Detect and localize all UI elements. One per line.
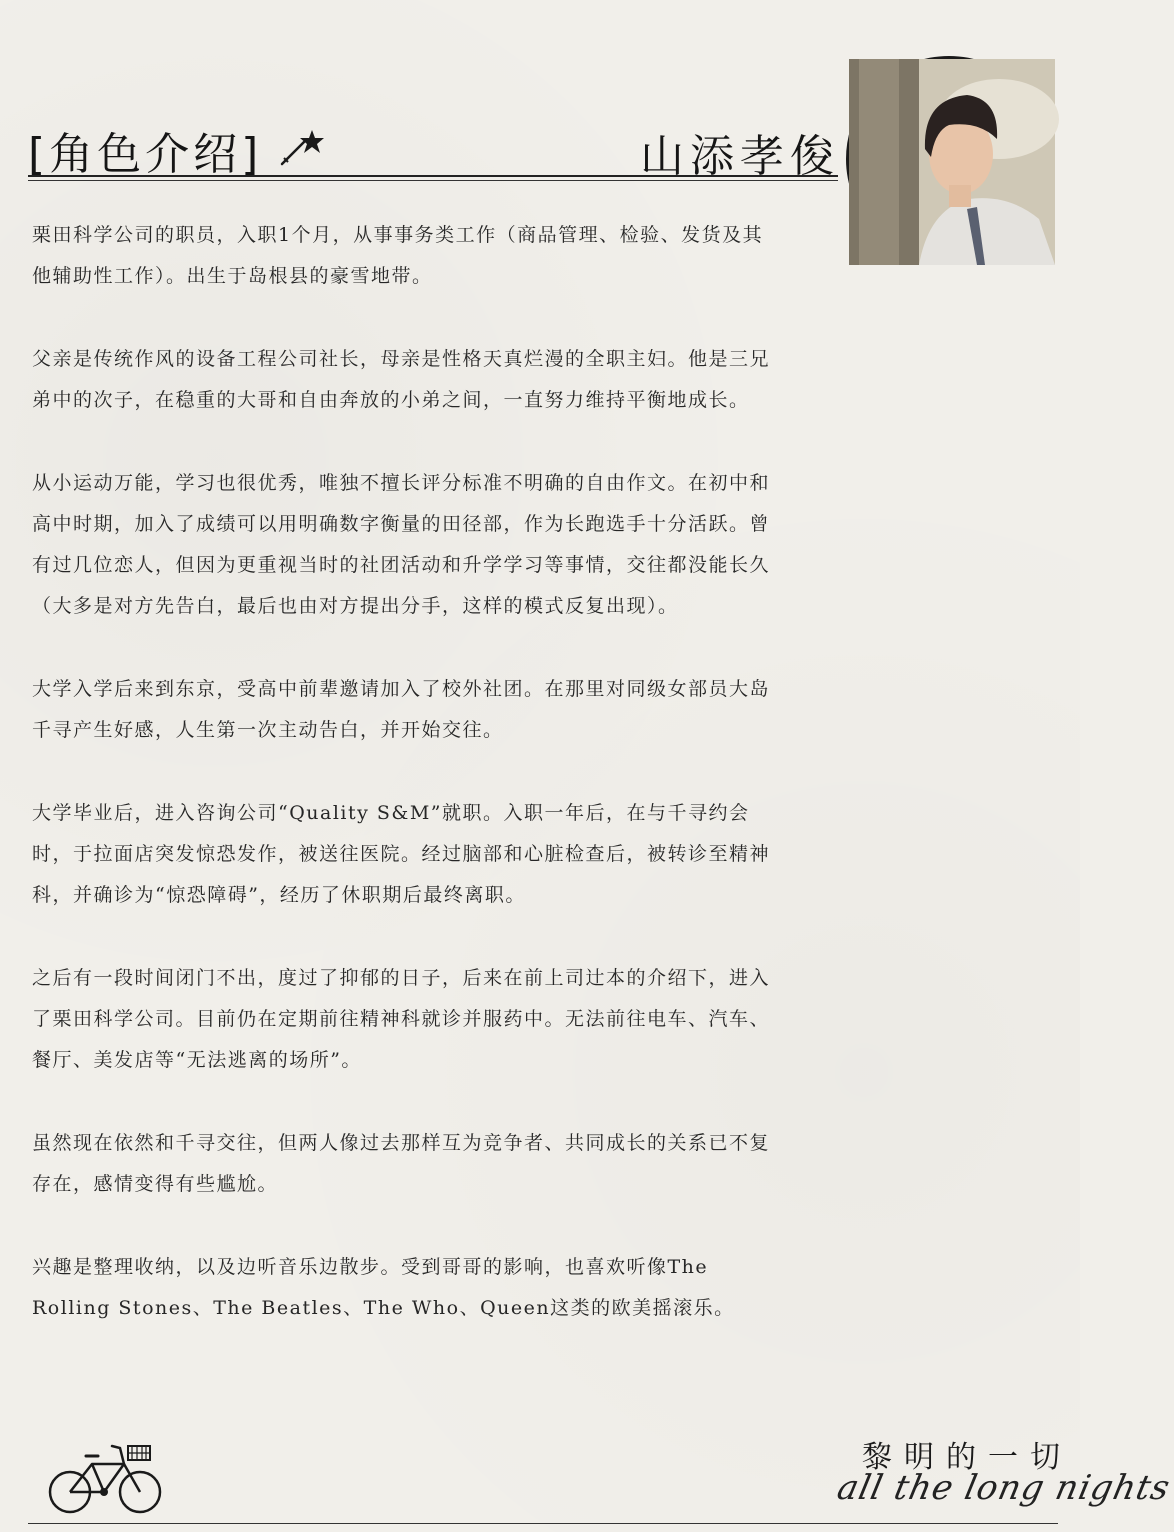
brand-title: 黎明的一切 (862, 1440, 1072, 1475)
pen-star-icon (278, 128, 326, 168)
paragraph: 从小运动万能，学习也很优秀，唯独不擅长评分标准不明确的自由作文。在初中和高中时期，加入了成绩可以用明确数字衡量的田径部，作为长跑选手十分活跃。曾有过几位恋人，但因为更重视当时的社团活动和升学学习等事情，交往都没能长久（大多是对方先告白，最后也由对方提出分手，这样的模式反复出现）。 (32, 472, 771, 617)
header-divider (28, 175, 838, 177)
header (0, 0, 1080, 200)
bicycle-icon (46, 1438, 164, 1518)
character-description (32, 215, 772, 1371)
brand-script: all the long nights (833, 1468, 1174, 1508)
section-title: [角色介绍] (28, 129, 263, 180)
paragraph: 兴趣是整理收纳，以及边听音乐边散步。受到哥哥的影响，也喜欢听像The Rolling Stones、The Beatles、The Who、Queen这类的欧美摇滚乐。 (32, 1256, 735, 1319)
paragraph: 大学入学后来到东京，受高中前辈邀请加入了校外社团。在那里对同级女部员大岛千寻产生好感，人生第一次主动告白，并开始交往。 (32, 678, 771, 741)
paragraph: 之后有一段时间闭门不出，度过了抑郁的日子，后来在前上司辻本的介绍下，进入了栗田科学公司。目前仍在定期前往精神科就诊并服药中。无法前往电车、汽车、餐厅、美发店等“无法逃离的场所”。 (32, 967, 771, 1071)
portrait-photo (849, 59, 1055, 265)
paragraph: 大学毕业后，进入咨询公司“Quality S&M”就职。入职一年后，在与千寻约会时，于拉面店突发惊恐发作，被送往医院。经过脑部和心脏检查后，被转诊至精神科，并确诊为“惊恐障碍”，经历了休职期后最终离职。 (32, 802, 771, 906)
header-divider-thin (28, 180, 838, 181)
paragraph: 父亲是传统作风的设备工程公司社长，母亲是性格天真烂漫的全职主妇。他是三兄弟中的次子，在稳重的大哥和自由奔放的小弟之间，一直努力维持平衡地成长。 (32, 348, 771, 411)
character-name: 山添孝俊 (640, 131, 840, 182)
paragraph: 虽然现在依然和千寻交往，但两人像过去那样互为竞争者、共同成长的关系已不复存在，感情变得有些尴尬。 (32, 1132, 771, 1195)
avatar (846, 56, 1052, 262)
paragraph: 栗田科学公司的职员，入职1个月，从事事务类工作（商品管理、检验、发货及其他辅助性工作）。出生于岛根县的豪雪地带。 (32, 224, 764, 287)
footer-divider (28, 1523, 1058, 1524)
